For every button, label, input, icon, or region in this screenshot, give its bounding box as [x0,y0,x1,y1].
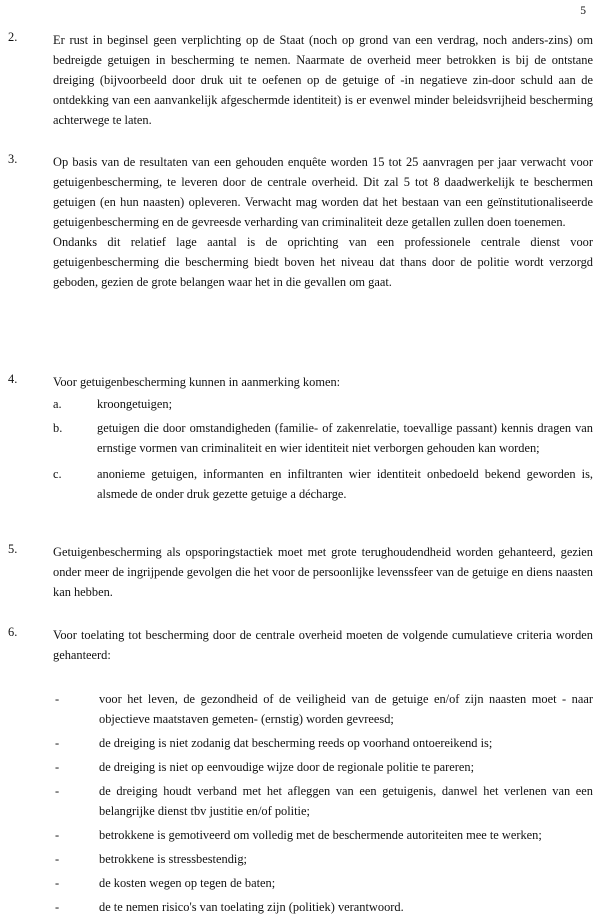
page-number: 5 [580,5,586,17]
list-item [53,825,593,845]
paragraph: Op basis van de resultaten van een gehouden enquête worden 15 tot 25 aanvragen per jaar verwacht voor getuigenbescherming, te leveren door de centrale overheid. Dit zal 5 tot 8 daadwerkelijk te beschermen getuigen (en hun naasten) opleveren. Verwacht mag worden dat het bestaan van een geïnstitutionaliseerde getuigenbescherming en de gevreesde verharding van criminaliteit deze getallen zullen doen toenemen. [53,155,593,229]
section-body [53,542,593,602]
section-number: 6. [8,625,18,639]
list-item-text: getuigen die door omstandigheden (familie- of zakenrelatie, toevallige passant) kennis dragen van ernstige vormen van criminaliteit en wier identiteit niet verborgen gehouden kan worden; [97,421,593,455]
list-item-text: betrokkene is gemotiveerd om volledig met de beschermende autoriteiten mee te werken; [99,828,542,842]
list-item-text: de dreiging houdt verband met het afleggen van een getuigenis, danwel het verlenen van een belangrijke dienst tbv justitie en/of politie; [99,784,593,818]
section-intro [53,625,593,665]
paragraph: Er rust in beginsel geen verplichting op de Staat (noch op grond van een verdrag, noch anders-zins) om bedreigde getuigen in bescherming te nemen. Naarmate de overheid meer betrokken is bij de ontstane dreiging (bijvoorbeeld door druk uit te oefenen op de getuige of -in negatieve zin-door schuld aan de ontdekking van een aanvankelijk afgeschermde identiteit) is er evenwel minder beleidsvrijheid bescherming achterwege te laten. [53,33,593,127]
section-number: 2. [8,30,18,44]
list-marker: b. [53,421,63,435]
lettered-list [53,394,593,504]
list-item [53,418,593,458]
section-body [53,152,593,292]
section-number: 3. [8,152,18,166]
list-marker: a. [53,397,62,411]
list-item [53,733,593,753]
list-item [53,757,593,777]
list-item [53,689,593,729]
intro-text: Voor toelating tot bescherming door de centrale overheid moeten de volgende cumulatieve criteria worden gehanteerd: [53,628,593,662]
list-item [53,897,593,917]
list-item-text: kroongetuigen; [97,397,173,411]
criteria-list [53,689,593,921]
dash-bullet: - [55,784,60,798]
dash-bullet: - [55,692,60,706]
dash-bullet: - [55,828,60,842]
intro-text: Voor getuigenbescherming kunnen in aanmerking komen: [53,375,341,389]
dash-bullet: - [55,876,60,890]
list-item [53,464,593,504]
dash-bullet: - [55,760,60,774]
list-item-text: de dreiging is niet op eenvoudige wijze door de regionale politie te pareren; [99,760,475,774]
list-item [53,873,593,893]
list-item-text: voor het leven, de gezondheid of de veiligheid van de getuige en/of zijn naasten moet - naar objectieve maatstaven gemeten- (ernstig) worden gevreesd; [99,692,593,726]
dash-bullet: - [55,736,60,750]
paragraph: Getuigenbescherming als opsporingstactiek moet met grote terughoudendheid worden gehanteerd, gezien onder meer de ingrijpende gevolgen die het voor de persoonlijke levenssfeer van de getuige en diens naasten kan hebben. [53,545,593,599]
paragraph: Ondanks dit relatief lage aantal is de oprichting van een professionele centrale dienst voor getuigenbescherming die bescherming biedt boven het niveau dat thans door de politie wordt verzorgd geboden, gezien de grote belangen waar het in die gevallen om gaat. [53,235,593,289]
list-item-text: de te nemen risico's van toelating zijn (politiek) verantwoord. [99,900,404,914]
list-item-text: betrokkene is stressbestendig; [99,852,247,866]
section-number: 4. [8,372,18,386]
section-intro [53,372,593,392]
list-item [53,394,593,414]
dash-bullet: - [55,900,60,914]
section-number: 5. [8,542,18,556]
list-item-text: anonieme getuigen, informanten en infiltranten wier identiteit onbedoeld bekend geworden is, alsmede de onder druk gezette getuige a décharge. [97,467,593,501]
list-item [53,781,593,821]
list-item-text: de dreiging is niet zodanig dat bescherming reeds op voorhand ontoereikend is; [99,736,493,750]
list-item [53,849,593,869]
section-body [53,30,593,130]
dash-bullet: - [55,852,60,866]
list-marker: c. [53,467,62,481]
list-item-text: de kosten wegen op tegen de baten; [99,876,276,890]
